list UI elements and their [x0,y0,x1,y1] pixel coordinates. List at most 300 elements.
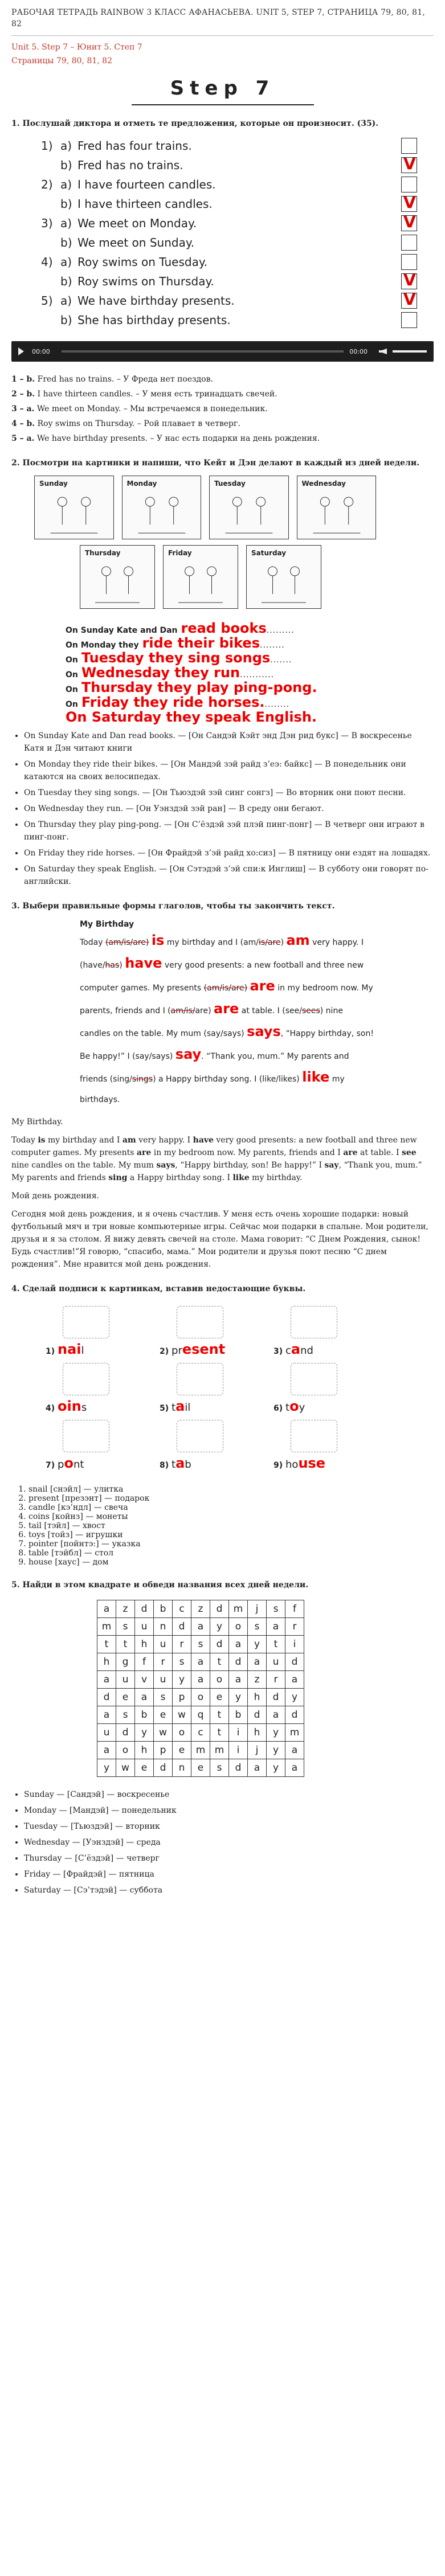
drill-sentence: Roy swims on Tuesday. [77,255,208,269]
grid-cell: a [229,1636,248,1653]
grid-cell: y [267,1724,285,1742]
grid-cell: d [285,1706,304,1724]
line-answer: read books [181,620,267,636]
illustration-icon [164,546,238,608]
drill-letter: a) [60,139,72,153]
grid-cell: d [210,1636,229,1653]
drill-letter: b) [60,236,72,249]
task5-heading: 5. Найди в этом квадрате и обведи названия всех дней недели. [11,1580,309,1590]
grid-row [97,1636,304,1653]
handwritten-line [66,679,434,694]
handwritten-line [66,694,434,709]
grid-cell: h [248,1689,267,1706]
answer-text: Roy swims on Thursday. – Рой плавает в четверг. [35,419,240,428]
line-lead: On Monday they [66,641,139,650]
day-picture [297,476,377,539]
item-number: 4) [46,1404,58,1413]
breadcrumb [11,43,434,52]
word-answer [160,1341,225,1357]
line-answer: Friday they ride horses. [81,694,265,710]
word-suffix: il [185,1402,191,1414]
grid-cell: z [116,1600,135,1618]
bold-word: says [156,1161,175,1170]
pointer-icon [63,1420,109,1452]
word-answer [273,1341,313,1357]
word-missing: a [291,1341,301,1357]
grid-cell: y [267,1742,285,1759]
grid-cell: d [97,1689,116,1706]
grid-cell: d [116,1724,135,1742]
ru-title: Мой день рождения. [11,1191,99,1201]
text-run: a Happy birthday song. I [127,1173,233,1182]
word-answer [46,1341,84,1357]
task2-heading: 2. Посмотри на картинки и напиши, что Кейт и Дэн делают в каждый из дней недели. [11,458,420,468]
grid-cell: s [248,1618,267,1636]
drill-number: 4) [41,255,53,269]
line-dots: ....... [270,656,292,665]
audio-current-time: 00:00 [32,347,50,355]
line-dots: ......... [266,626,295,635]
grid-cell: d [135,1600,154,1618]
list-item: • On Saturday they speak English. — [Он Сэтэдэй з’эй спи:к Инглиш] — В субботу они говорят по-английски. [24,863,434,888]
grid-cell: h [248,1724,267,1742]
grid-cell: y [229,1689,248,1706]
checkbox[interactable] [401,254,417,270]
grid-row [97,1671,304,1689]
grid-cell: r [267,1671,285,1689]
handwritten-line [66,709,434,724]
illustration-icon [35,476,113,539]
answer-text: We meet on Monday. – Мы встречаемся в понедельник. [34,404,268,413]
text-run: nine candles on the table. My mum [11,1161,157,1170]
grid-cell: o [229,1618,248,1636]
checkbox[interactable] [401,312,417,328]
grid-cell: m [210,1742,229,1759]
grid-cell: a [285,1759,304,1777]
line-dots: ........ [264,700,290,709]
grid-cell: n [154,1618,173,1636]
line-dots: ........... [240,670,275,679]
word-missing: oin [58,1398,81,1414]
text-run: very happy. I [136,1136,193,1145]
word-missing: nai [58,1341,81,1357]
grid-cell: u [97,1724,116,1742]
page-title: РАБОЧАЯ ТЕТРАДЬ RAINBOW 3 КЛАСС АФАНАСЬЕВА. UNIT 5, STEP 7, СТРАНИЦА 79, 80, 81, 82 [11,8,426,28]
list-item: 6. toys [тойз] — игрушки [28,1530,434,1539]
word-pictures [46,1306,387,1477]
grid-cell: s [267,1600,285,1618]
item-number: 9) [273,1461,286,1470]
drill-number: 2) [41,178,53,191]
list-item: 9. house [хаус] — дом [28,1558,434,1567]
grid-row [97,1689,304,1706]
checkbox[interactable] [401,193,417,212]
grid-cell: y [248,1636,267,1653]
drill-number: 5) [41,294,53,308]
drill-sentence: Fred has four trains. [77,139,192,153]
answer-number: 1 – b. [11,375,35,384]
audio-player[interactable] [11,341,434,362]
word-missing: a [175,1398,185,1414]
list-item: • Monday — [Мандэй] — понедельник [24,1804,434,1817]
grid-cell: e [210,1689,229,1706]
grid-cell: a [267,1618,285,1636]
list-item: • Thursday — [С’ёздэй] — четверг [24,1852,434,1865]
grid-row [97,1759,304,1777]
drill-number: 1) [41,139,53,153]
illustration-icon [80,546,154,608]
check-mark: V [403,193,416,212]
list-item: • On Wednesday they run. — [Он Уэнздэй зэй ран] — В среду они бегают. [24,802,434,815]
list-item: • On Friday they ride horses. — [Он Фрайдэй з’эй райд хо:сиз] — В пятницу они ездят на лошадях. [24,847,434,859]
word-missing: o [289,1398,299,1414]
grid-cell: s [191,1636,210,1653]
text-run: , “Happy birthday, son! Be happy!” I [175,1161,325,1170]
answer-text: Fred has no trains. – У Фреда нет поездов. [35,375,214,384]
word-prefix: p [58,1459,64,1471]
check-mark: V [403,154,416,173]
word-answer [160,1398,190,1414]
grid-cell: t [210,1653,229,1671]
grid-cell: u [154,1636,173,1653]
coins-icon [63,1363,109,1395]
text-run: in my bedroom now. My parents, friends and I [151,1148,344,1157]
task2-lines [66,620,434,724]
play-icon[interactable] [18,347,24,355]
word-prefix: t [172,1459,176,1471]
list-item: 5. tail [тэйл] — хвост [28,1521,434,1530]
list-item: 3. candle [кэ’ндл] — свеча [28,1503,434,1512]
check-mark: V [403,271,416,289]
word-missing: o [64,1455,74,1471]
line-lead: On [66,670,78,679]
grid-cell: e [135,1759,154,1777]
toys-icon [291,1363,337,1395]
grid-cell: f [135,1653,154,1671]
drill-sentence: We have birthday presents. [77,294,235,308]
grid-cell: p [154,1742,173,1759]
word-suffix: nt [73,1459,84,1471]
grid-cell: s [154,1689,173,1706]
word-prefix: c [285,1345,291,1357]
word-search-grid [97,1600,304,1777]
step-title: Step 7 [170,77,275,100]
grid-cell: r [173,1636,191,1653]
result-text [11,1134,434,1184]
task1-heading: 1. Послушай диктора и отметь те предложения, которые он произносит. (35). [11,119,379,128]
text-run: my birthday. [249,1173,303,1182]
illustration-icon [247,546,321,608]
grid-cell: b [135,1706,154,1724]
table-icon [177,1420,223,1452]
page [11,7,434,1897]
word-prefix: pr [172,1345,182,1357]
list-item: 2. present [презэнт] — подарок [28,1494,434,1503]
grid-cell: f [285,1600,304,1618]
grid-cell: w [173,1706,191,1724]
word-item [160,1363,273,1420]
drill-row [41,214,417,233]
word-suffix: s [81,1402,87,1414]
grid-cell: q [191,1706,210,1724]
grid-cell: u [135,1618,154,1636]
word-item [46,1306,160,1363]
ru-text: Сегодня мой день рождения, и я очень счастлив. У меня есть очень хорошие подарки: новый футбольный мяч и три новые компьютерные игры. Сейчас мои подарки в спальне. Мои родители, друзья и я за столом. Я вижу девять свечей на столе. Мама говорит: “С Днем Рождения, сынок! Будь счастлив!”Я говорю, “спасибо, мама.” Мои родители и друзья поют песню “С днем рождения”. Мне нравится мой день рождения. [11,1210,428,1269]
drill-letter: b) [60,197,72,211]
bold-word: see [402,1148,417,1157]
grid-cell: h [97,1653,116,1671]
bold-word: have [193,1136,214,1145]
word-suffix: y [299,1402,305,1414]
bold-word: are [343,1148,358,1157]
grid-cell: d [229,1759,248,1777]
checkbox[interactable] [401,235,417,251]
word-suffix: l [81,1345,84,1357]
checkbox[interactable] [401,177,417,193]
grid-cell: r [154,1653,173,1671]
answer-line [11,432,434,445]
drill-sentence: Roy swims on Thursday. [77,275,214,288]
step-underline [132,104,314,105]
word-item [46,1420,160,1477]
line-lead: On [66,685,78,694]
item-number: 3) [273,1347,286,1356]
drill-row [41,252,417,272]
word-prefix: ho [285,1459,299,1471]
grid-cell: y [173,1671,191,1689]
grid-row [97,1653,304,1671]
task2-answers [11,730,434,888]
bold-word: sing [108,1173,128,1182]
listening-drill [41,136,417,330]
grid-cell: h [135,1742,154,1759]
list-item: • Friday — [Фрайдэй] — пятница [24,1868,434,1881]
day-label: Saturday [251,549,287,557]
grid-cell: r [285,1618,304,1636]
grid-cell: a [97,1671,116,1689]
list-item: 8. table [тэйбл] — стол [28,1549,434,1558]
word-prefix: t [172,1402,176,1414]
list-item: • On Tuesday they sing songs. — [Он Тьюздэй зэй синг сонгз] — Во вторник они поют песни. [24,787,434,799]
grid-cell: b [229,1706,248,1724]
answer-line [11,417,434,430]
bold-word: say [324,1161,339,1170]
day-picture [246,545,321,609]
text-run: at table. I [357,1148,402,1157]
house-icon [291,1420,337,1452]
line-answer: Tuesday they sing songs [81,650,271,666]
present-icon [177,1306,223,1338]
day-label: Monday [126,480,157,488]
grid-cell: a [285,1742,304,1759]
word-answer [273,1398,305,1414]
grid-cell: a [229,1671,248,1689]
drill-row [41,272,417,291]
answer-number: 4 – b. [11,419,35,428]
list-item: • On Monday they ride their bikes. — [Он Мандэй зэй райд з’еэ: байкс] — В понедельник они катаются на своих велосипедах. [24,758,434,783]
word-missing: esent [182,1341,226,1357]
line-dots: ........ [260,641,285,650]
grid-cell: y [97,1759,116,1777]
grid-cell: a [191,1653,210,1671]
grid-cell: u [154,1671,173,1689]
day-picture [209,476,289,539]
drill-letter: b) [60,313,72,327]
grid-cell: y [267,1759,285,1777]
grid-cell: e [154,1706,173,1724]
checkbox[interactable] [401,273,417,289]
answer-line [11,388,434,400]
handwritten-line [66,650,434,665]
day-picture [163,545,238,609]
handwritten-line [66,635,434,650]
grid-cell: m [285,1724,304,1742]
day-picture [34,476,114,539]
item-number: 2) [160,1347,172,1356]
list-item: • On Thursday they play ping-pong. — [Он С’ёздэй зэй плэй пинг-понг] — В четверг они играют в пинг-понг. [24,818,434,843]
grid-cell: s [116,1706,135,1724]
volume-icon[interactable] [379,349,387,354]
birthday-story: My Birthday Today (am/is/are) is my birthday and I (am/is/are) am very happy. I (have/has) have very good presents: a new football and three new computer games. My presents (am/is/are) are in my bedroom now. My parents, friends and I (am/is/are) are at table. I (see/sees) nine candles on the table. My mum (say/says) says, “Happy birthday, son! Be happy!” I (say/says) say. “Thank you, mum.” My parents and friends (sing/sings) a Happy birthday song. I (like/likes) like my birthdays. [80,919,376,1110]
grid-cell: a [97,1600,116,1618]
grid-cell: a [97,1706,116,1724]
volume-slider[interactable] [393,350,427,353]
text-run: my birthday and I [45,1136,123,1145]
audio-duration: 00:00 [349,347,368,355]
grid-cell: t [267,1636,285,1653]
drill-sentence: She has birthday presents. [77,313,231,327]
grid-cell: s [173,1653,191,1671]
answer-number: 5 – a. [11,434,35,443]
grid-cell: z [191,1600,210,1618]
bold-word: like [232,1173,250,1182]
drill-letter: a) [60,178,72,191]
grid-cell: d [173,1618,191,1636]
word-answer [273,1455,325,1471]
grid-cell: b [154,1600,173,1618]
grid-cell: m [229,1600,248,1618]
drill-row [41,233,417,252]
word-missing: use [298,1455,326,1471]
grid-cell: d [154,1759,173,1777]
drill-letter: a) [60,294,72,308]
grid-row [97,1600,304,1618]
answer-text: I have thirteen candles. – У меня есть тринадцать свечей. [35,390,277,399]
word-answer [160,1455,191,1471]
bold-word: is [38,1136,46,1145]
answer-text: We have birthday presents. – У нас есть подарки на день рождения. [34,434,320,443]
grid-cell: e [173,1742,191,1759]
task5-answers [11,1788,434,1897]
drill-letter: b) [60,275,72,288]
line-answer: Wednesday they run [81,665,240,681]
drill-number: 3) [41,216,53,230]
grid-cell: g [116,1653,135,1671]
checkbox[interactable] [401,138,417,154]
drill-letter: a) [60,216,72,230]
list-item: 7. pointer [пойнтэ:] — указка [28,1539,434,1549]
illustration-icon [123,476,201,539]
item-number: 5) [160,1404,172,1413]
checkbox[interactable] [401,290,417,309]
grid-cell: e [116,1689,135,1706]
answer-number: 3 – a. [11,404,35,413]
grid-cell: m [97,1618,116,1636]
drill-sentence: I have fourteen candles. [77,178,216,191]
line-answer: Thursday they play ping-pong. [81,679,317,695]
drill-row [41,175,417,194]
grid-cell: d [210,1600,229,1618]
drill-letter: a) [60,255,72,269]
grid-cell: a [285,1671,304,1689]
grid-cell: i [229,1724,248,1742]
divider [11,35,434,36]
grid-cell: d [267,1689,285,1706]
grid-cell: a [191,1618,210,1636]
handwritten-line [66,665,434,679]
answer-line [11,403,434,415]
grid-cell: u [116,1671,135,1689]
breadcrumb-link[interactable]: Unit 5. Step 7 – Юнит 5. Степ 7 [11,43,142,52]
grid-cell: i [229,1742,248,1759]
line-lead: On [66,700,78,709]
grid-row [97,1724,304,1742]
bold-word: are [136,1148,152,1157]
line-answer: ride their bikes [142,635,260,651]
checkbox[interactable] [401,154,417,173]
list-item: • Saturday — [Сэ’тэдэй] — суббота [24,1884,434,1897]
word-prefix: t [285,1402,290,1414]
list-item: • Wednesday — [Уэнздэй] — среда [24,1836,434,1849]
grid-cell: a [267,1706,285,1724]
list-item: 1. snail [снэйл] — улитка [28,1485,434,1494]
grid-cell: t [116,1636,135,1653]
grid-cell: p [173,1689,191,1706]
drill-sentence: We meet on Monday. [77,216,197,230]
result-title: My Birthday. [11,1117,63,1127]
text-run: , “Thank you, mum.” My parents and friends [11,1161,422,1182]
grid-cell: v [135,1671,154,1689]
task3-result [11,1116,434,1271]
task3-heading: 3. Выбери правильные формы глаголов, чтобы ты закончить текст. [11,902,335,911]
grid-cell: o [210,1671,229,1689]
answer-number: 2 – b. [11,390,35,399]
drill-row [41,310,417,330]
item-number: 1) [46,1347,58,1356]
drill-row [41,194,417,214]
day-label: Sunday [39,480,68,488]
grid-cell: i [285,1636,304,1653]
word-item [46,1363,160,1420]
drill-row [41,291,417,310]
grid-cell: o [173,1724,191,1742]
check-mark: V [403,212,416,231]
tail-icon [177,1363,223,1395]
grid-cell: o [116,1742,135,1759]
grid-cell: d [248,1706,267,1724]
audio-progress[interactable] [62,350,344,353]
day-picture [80,545,155,609]
text-run: very good presents: a new football and three new computer games. My presents [11,1136,417,1157]
word-answer [46,1455,84,1471]
task4-heading: 4. Сделай подписи к картинкам, вставив недостающие буквы. [11,1284,306,1293]
grid-cell: d [229,1653,248,1671]
drill-sentence: I have thirteen candles. [77,197,213,211]
drill-row [41,136,417,155]
list-item: • Tuesday — [Тьюздэй] — вторник [24,1820,434,1833]
checkbox[interactable] [401,212,417,231]
item-number: 8) [160,1461,172,1470]
